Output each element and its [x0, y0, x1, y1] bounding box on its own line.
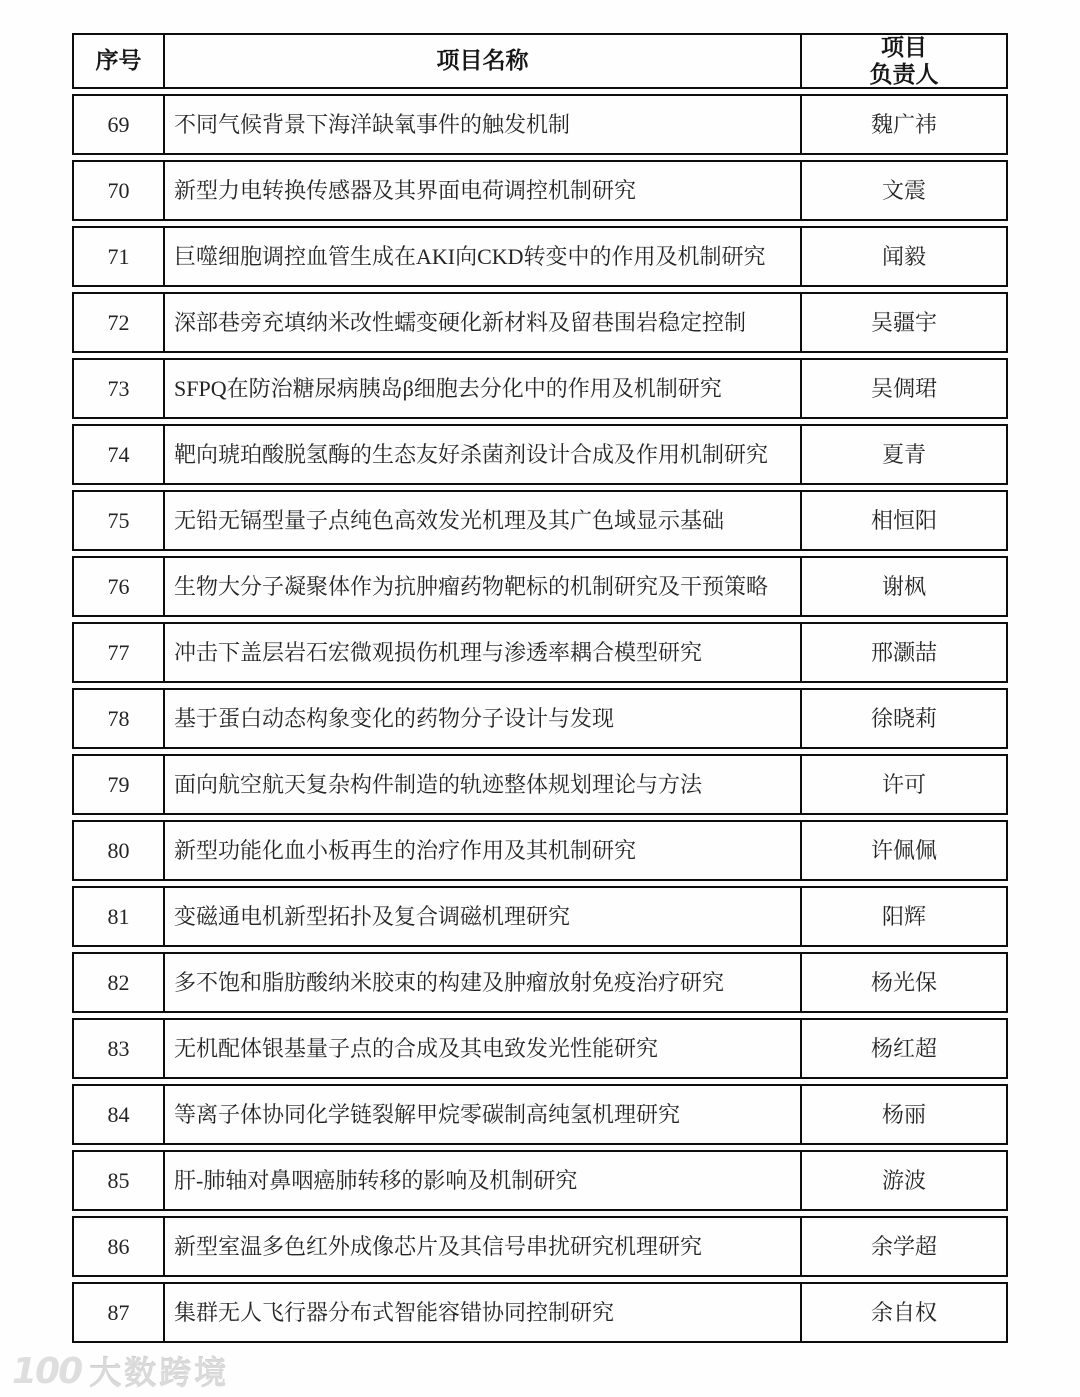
table-row: [72, 952, 1008, 1013]
project-name-cell: 肝-肺轴对鼻咽癌肺转移的影响及机制研究: [163, 1152, 800, 1209]
header-serial: 序号: [95, 47, 142, 73]
leader-cell: 文震: [800, 162, 1006, 219]
table-body: [72, 94, 1008, 1343]
leader-cell: 相恒阳: [800, 492, 1006, 549]
header-project-leader: [800, 35, 1006, 87]
project-name-cell: 新型力电转换传感器及其界面电荷调控机制研究: [163, 162, 800, 219]
table-row: [72, 160, 1008, 221]
leader-cell: 邢灏喆: [800, 624, 1006, 681]
project-name-cell: 变磁通电机新型拓扑及复合调磁机理研究: [163, 888, 800, 945]
serial-cell: 76: [107, 573, 130, 599]
serial-cell: 77: [107, 639, 130, 665]
project-name-cell: 等离子体协同化学链裂解甲烷零碳制高纯氢机理研究: [163, 1086, 800, 1143]
project-name-cell: SFPQ在防治糖尿病胰岛β细胞去分化中的作用及机制研究: [163, 360, 800, 417]
table-row: [72, 754, 1008, 815]
table-row: [72, 94, 1008, 155]
leader-cell: 谢枫: [800, 558, 1006, 615]
project-name-cell: 多不饱和脂肪酸纳米胶束的构建及肿瘤放射免疫治疗研究: [163, 954, 800, 1011]
serial-cell: 71: [107, 243, 130, 269]
leader-cell: 吴疆宇: [800, 294, 1006, 351]
table-row: [72, 1282, 1008, 1343]
serial-cell: 78: [107, 705, 130, 731]
table-row: [72, 622, 1008, 683]
leader-cell: 许可: [800, 756, 1006, 813]
leader-cell: 许佩佩: [800, 822, 1006, 879]
table-row: [72, 226, 1008, 287]
leader-cell: 杨丽: [800, 1086, 1006, 1143]
leader-cell: 徐晓莉: [800, 690, 1006, 747]
table-header-row: [72, 33, 1008, 89]
leader-cell: 杨光保: [800, 954, 1006, 1011]
leader-cell: 魏广祎: [800, 96, 1006, 153]
project-name-cell: 新型功能化血小板再生的治疗作用及其机制研究: [163, 822, 800, 879]
header-project-name: 项目名称: [163, 35, 800, 87]
serial-cell: 75: [107, 507, 130, 533]
header-leader-line1: 项目: [881, 35, 927, 60]
project-name-cell: 靶向琥珀酸脱氢酶的生态友好杀菌剂设计合成及作用机制研究: [163, 426, 800, 483]
serial-cell: 82: [107, 969, 130, 995]
leader-cell: 游波: [800, 1152, 1006, 1209]
project-name-cell: 新型室温多色红外成像芯片及其信号串扰研究机理研究: [163, 1218, 800, 1275]
dashukuajing-logo-icon: 100: [12, 1350, 82, 1392]
serial-cell: 87: [107, 1299, 130, 1325]
project-name-cell: 无机配体银基量子点的合成及其电致发光性能研究: [163, 1020, 800, 1077]
serial-cell: 74: [107, 441, 130, 467]
serial-cell: 80: [107, 837, 130, 863]
leader-cell: 杨红超: [800, 1020, 1006, 1077]
leader-cell: 闻毅: [800, 228, 1006, 285]
table-row: [72, 424, 1008, 485]
table-row: [72, 886, 1008, 947]
serial-cell: 79: [107, 771, 130, 797]
leader-cell: 夏青: [800, 426, 1006, 483]
serial-cell: 73: [107, 375, 130, 401]
serial-cell: 86: [107, 1233, 130, 1259]
table-row: [72, 1216, 1008, 1277]
leader-cell: 余学超: [800, 1218, 1006, 1275]
project-name-cell: 面向航空航天复杂构件制造的轨迹整体规划理论与方法: [163, 756, 800, 813]
leader-cell: 吴倜珺: [800, 360, 1006, 417]
serial-cell: 84: [107, 1101, 130, 1127]
project-name-cell: 生物大分子凝聚体作为抗肿瘤药物靶标的机制研究及干预策略: [163, 558, 800, 615]
table-row: [72, 688, 1008, 749]
table-row: [72, 292, 1008, 353]
project-name-cell: 集群无人飞行器分布式智能容错协同控制研究: [163, 1284, 800, 1341]
project-name-cell: 不同气候背景下海洋缺氧事件的触发机制: [163, 96, 800, 153]
serial-cell: 72: [107, 309, 130, 335]
table-row: [72, 820, 1008, 881]
table-row: [72, 358, 1008, 419]
serial-cell: 83: [107, 1035, 130, 1061]
project-name-cell: 深部巷旁充填纳米改性蠕变硬化新材料及留巷围岩稳定控制: [163, 294, 800, 351]
leader-cell: 阳辉: [800, 888, 1006, 945]
table-row: [72, 490, 1008, 551]
table-row: [72, 556, 1008, 617]
table-row: [72, 1150, 1008, 1211]
serial-cell: 69: [107, 111, 130, 137]
serial-cell: 85: [107, 1167, 130, 1193]
serial-cell: 81: [107, 903, 130, 929]
table-row: [72, 1084, 1008, 1145]
project-name-cell: 无铅无镉型量子点纯色高效发光机理及其广色域显示基础: [163, 492, 800, 549]
header-leader-line2: 负责人: [869, 62, 939, 87]
project-table: [72, 33, 1008, 1348]
serial-cell: 70: [107, 177, 130, 203]
table-row: [72, 1018, 1008, 1079]
project-name-cell: 巨噬细胞调控血管生成在AKI向CKD转变中的作用及机制研究: [163, 228, 800, 285]
project-name-cell: 基于蛋白动态构象变化的药物分子设计与发现: [163, 690, 800, 747]
leader-cell: 余自权: [800, 1284, 1006, 1341]
watermark: [12, 1348, 229, 1394]
watermark-text: 大数跨境: [89, 1354, 230, 1392]
project-name-cell: 冲击下盖层岩石宏微观损伤机理与渗透率耦合模型研究: [163, 624, 800, 681]
